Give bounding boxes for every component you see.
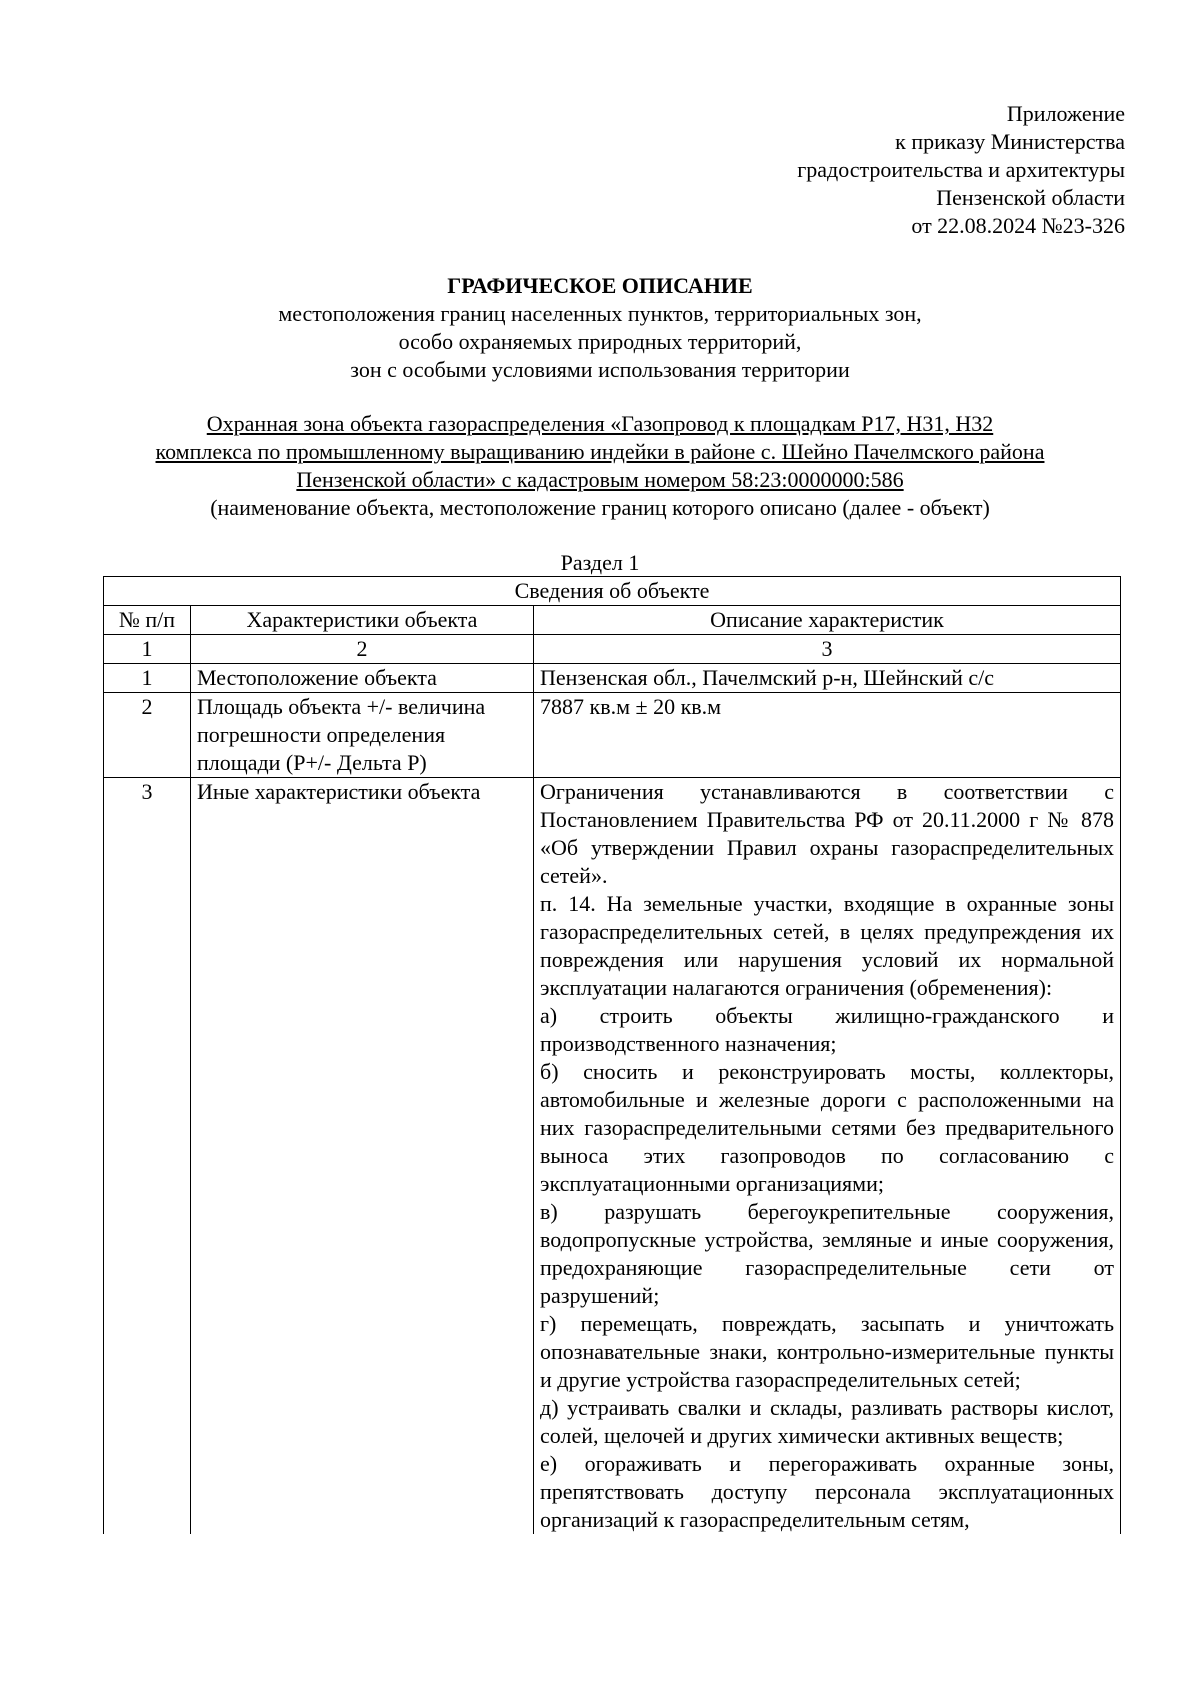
header-number-cell: 2 bbox=[191, 635, 534, 664]
document-title: ГРАФИЧЕСКОЕ ОПИСАНИЕ bbox=[447, 273, 753, 298]
title-line: зон с особыми условиями использования территории bbox=[350, 357, 850, 382]
description-paragraph: е) огораживать и перегораживать охранные зоны, препятствовать доступу персонала эксплуатационных организаций к газораспределительным сетям, bbox=[540, 1451, 1114, 1532]
description-paragraph: п. 14. На земельные участки, входящие в охранные зоны газораспределительных сетей, в целях предупреждения их повреждения или нарушения условий их нормальной эксплуатации налагаются ограничения (обременения): bbox=[540, 891, 1114, 1000]
title-line: местоположения границ населенных пунктов, территориальных зон, bbox=[278, 301, 922, 326]
appendix-line: Приложение bbox=[1006, 101, 1125, 126]
object-info-table bbox=[103, 576, 1121, 1534]
description-paragraph: д) устраивать свалки и склады, разливать растворы кислот, солей, щелочей и других химически активных веществ; bbox=[540, 1395, 1114, 1448]
row-number: 1 bbox=[104, 664, 191, 693]
object-caption: (наименование объекта, местоположение границ которого описано (далее - объект) bbox=[210, 495, 990, 520]
table-row bbox=[104, 693, 1121, 778]
table-number-row bbox=[104, 635, 1121, 664]
table-title: Сведения об объекте bbox=[104, 577, 1121, 606]
description-paragraph: г) перемещать, повреждать, засыпать и уничтожать опознавательные знаки, контрольно-измерительные пункты и другие устройства газораспределительных сетей; bbox=[540, 1311, 1114, 1392]
description-paragraph: б) сносить и реконструировать мосты, коллекторы, автомобильные и железные дороги с расположенными на них газораспределительными сетями без предварительного выноса этих газопроводов по согласованию с эксплуатационными организациями; bbox=[540, 1059, 1114, 1196]
title-line: особо охраняемых природных территорий, bbox=[398, 329, 802, 354]
row-characteristic: Иные характеристики объекта bbox=[191, 778, 534, 1535]
row-description bbox=[534, 778, 1121, 1535]
description-paragraph: Ограничения устанавливаются в соответствии с Постановлением Правительства РФ от 20.11.2000 г № 878 «Об утверждении Правил охраны газораспределительных сетей». bbox=[540, 779, 1114, 888]
row-number: 2 bbox=[104, 693, 191, 778]
table-row bbox=[104, 778, 1121, 1535]
object-name-line: Охранная зона объекта газораспределения «Газопровод к площадкам Р17, Н31, Н32 bbox=[206, 411, 994, 436]
description-paragraph: 7887 кв.м ± 20 кв.м bbox=[540, 694, 722, 719]
row-description bbox=[534, 693, 1121, 778]
description-paragraph: в) разрушать берегоукрепительные сооружения, водопропускные устройства, земляные и иные сооружения, предохраняющие газораспределительные сети от разрушений; bbox=[540, 1199, 1114, 1308]
section-label: Раздел 1 bbox=[560, 550, 640, 575]
appendix-line: Пензенской области bbox=[936, 185, 1125, 210]
document-title-block bbox=[100, 272, 1100, 384]
description-paragraph: Пензенская обл., Пачелмский р-н, Шейнский с/с bbox=[540, 665, 995, 690]
header-cell: № п/п bbox=[104, 606, 191, 635]
row-characteristic: Площадь объекта +/- величина погрешности определения площади (Р+/- Дельта Р) bbox=[191, 693, 534, 778]
description-paragraph: а) строить объекты жилищно-гражданского и производственного назначения; bbox=[540, 1003, 1114, 1056]
row-description bbox=[534, 664, 1121, 693]
header-cell: Характеристики объекта bbox=[191, 606, 534, 635]
appendix-line: от 22.08.2024 №23-326 bbox=[911, 213, 1125, 238]
table-title-row bbox=[104, 577, 1121, 606]
appendix-header bbox=[797, 100, 1125, 240]
table-header-row bbox=[104, 606, 1121, 635]
appendix-line: к приказу Министерства bbox=[895, 129, 1125, 154]
row-characteristic: Местоположение объекта bbox=[191, 664, 534, 693]
table-row bbox=[104, 664, 1121, 693]
object-name-line: Пензенской области» с кадастровым номером 58:23:0000000:586 bbox=[296, 467, 904, 492]
header-number-cell: 3 bbox=[534, 635, 1121, 664]
object-name-line: комплекса по промышленному выращиванию индейки в районе с. Шейно Пачелмского района bbox=[155, 439, 1045, 464]
appendix-line: градостроительства и архитектуры bbox=[797, 157, 1125, 182]
object-name-block bbox=[100, 410, 1100, 522]
header-cell: Описание характеристик bbox=[534, 606, 1121, 635]
row-number: 3 bbox=[104, 778, 191, 1535]
header-number-cell: 1 bbox=[104, 635, 191, 664]
